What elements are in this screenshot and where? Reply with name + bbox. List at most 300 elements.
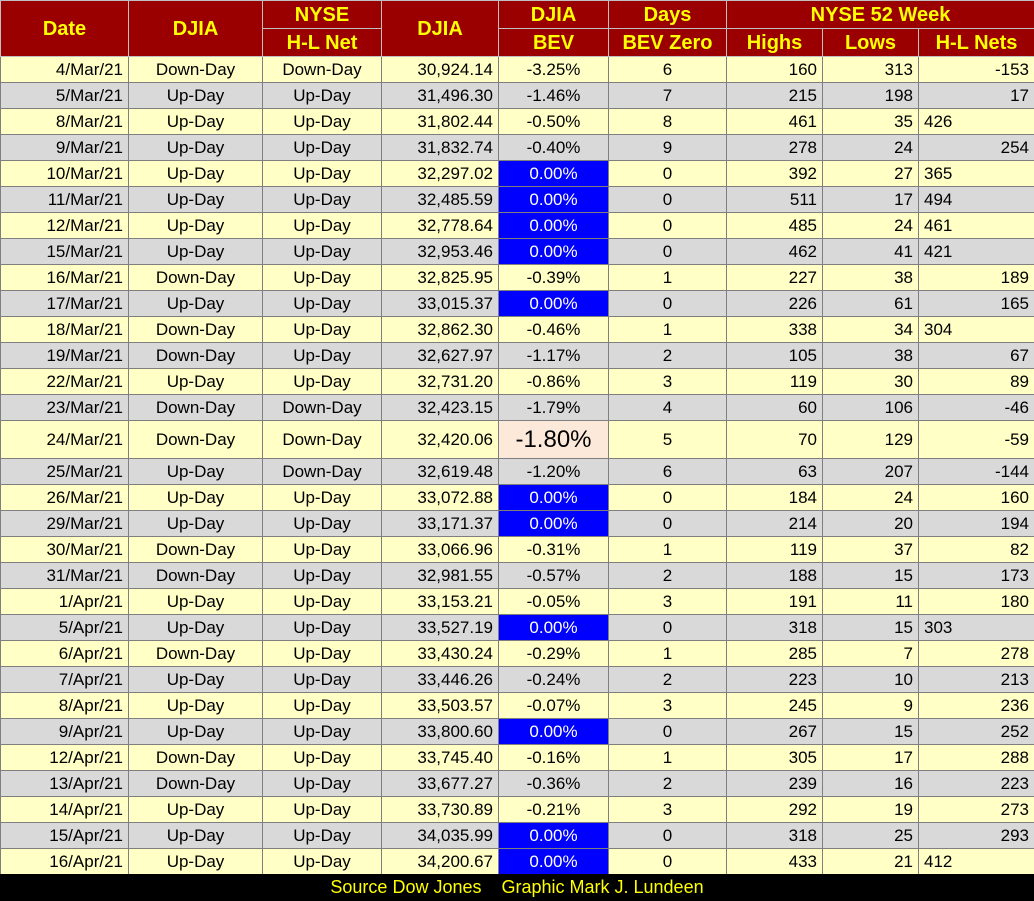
cell-highs: 461 [727, 109, 823, 135]
cell-lows: 106 [823, 395, 919, 421]
cell-bev: 0.00% [499, 187, 609, 213]
cell-days-bev-zero: 1 [609, 745, 727, 771]
cell-bev: -0.05% [499, 589, 609, 615]
cell-date: 26/Mar/21 [1, 485, 129, 511]
cell-djia-direction: Up-Day [129, 693, 263, 719]
table-row [1, 719, 1034, 745]
cell-djia-direction: Up-Day [129, 291, 263, 317]
cell-djia-value: 33,800.60 [382, 719, 499, 745]
table-row [1, 797, 1034, 823]
cell-lows: 34 [823, 317, 919, 343]
table-row [1, 771, 1034, 797]
cell-bev: -0.21% [499, 797, 609, 823]
cell-highs: 184 [727, 485, 823, 511]
cell-djia-direction: Up-Day [129, 797, 263, 823]
cell-hl-nets: 236 [919, 693, 1034, 719]
table-row [1, 537, 1034, 563]
cell-lows: 41 [823, 239, 919, 265]
cell-highs: 214 [727, 511, 823, 537]
cell-nyse-direction: Up-Day [263, 109, 382, 135]
cell-nyse-direction: Up-Day [263, 135, 382, 161]
cell-djia-value: 32,423.15 [382, 395, 499, 421]
table-row [1, 421, 1034, 459]
cell-djia-value: 31,496.30 [382, 83, 499, 109]
table-row [1, 343, 1034, 369]
cell-djia-direction: Down-Day [129, 57, 263, 83]
cell-lows: 30 [823, 369, 919, 395]
cell-highs: 485 [727, 213, 823, 239]
cell-djia-direction: Up-Day [129, 615, 263, 641]
table-row [1, 589, 1034, 615]
cell-lows: 38 [823, 265, 919, 291]
cell-days-bev-zero: 0 [609, 213, 727, 239]
cell-hl-nets: 17 [919, 83, 1034, 109]
cell-lows: 10 [823, 667, 919, 693]
cell-lows: 129 [823, 421, 919, 459]
cell-nyse-direction: Down-Day [263, 395, 382, 421]
cell-days-bev-zero: 0 [609, 291, 727, 317]
cell-bev: -1.17% [499, 343, 609, 369]
cell-highs: 318 [727, 823, 823, 849]
header-nyse-line1: NYSE [263, 1, 382, 29]
cell-lows: 24 [823, 485, 919, 511]
cell-djia-direction: Down-Day [129, 745, 263, 771]
cell-lows: 38 [823, 343, 919, 369]
cell-date: 1/Apr/21 [1, 589, 129, 615]
cell-hl-nets: -59 [919, 421, 1034, 459]
footer-credits [0, 874, 1034, 901]
cell-nyse-direction: Up-Day [263, 485, 382, 511]
cell-lows: 15 [823, 563, 919, 589]
cell-hl-nets: 223 [919, 771, 1034, 797]
cell-nyse-direction: Up-Day [263, 589, 382, 615]
cell-date: 16/Mar/21 [1, 265, 129, 291]
cell-hl-nets: 173 [919, 563, 1034, 589]
cell-date: 18/Mar/21 [1, 317, 129, 343]
cell-bev: -1.80% [499, 421, 609, 459]
table-row [1, 369, 1034, 395]
cell-djia-direction: Down-Day [129, 641, 263, 667]
cell-highs: 318 [727, 615, 823, 641]
cell-lows: 19 [823, 797, 919, 823]
table-row [1, 239, 1034, 265]
cell-days-bev-zero: 4 [609, 395, 727, 421]
cell-hl-nets: 89 [919, 369, 1034, 395]
header-days-line1: Days [609, 1, 727, 29]
cell-lows: 15 [823, 615, 919, 641]
cell-nyse-direction: Up-Day [263, 719, 382, 745]
header-bev-line1: DJIA [499, 1, 609, 29]
cell-highs: 223 [727, 667, 823, 693]
cell-djia-value: 33,171.37 [382, 511, 499, 537]
cell-djia-direction: Up-Day [129, 485, 263, 511]
cell-hl-nets: 189 [919, 265, 1034, 291]
cell-bev: 0.00% [499, 291, 609, 317]
cell-djia-direction: Up-Day [129, 83, 263, 109]
cell-nyse-direction: Down-Day [263, 459, 382, 485]
cell-lows: 7 [823, 641, 919, 667]
cell-date: 15/Apr/21 [1, 823, 129, 849]
table-row [1, 511, 1034, 537]
cell-djia-direction: Up-Day [129, 823, 263, 849]
cell-nyse-direction: Up-Day [263, 693, 382, 719]
cell-nyse-direction: Up-Day [263, 291, 382, 317]
cell-date: 22/Mar/21 [1, 369, 129, 395]
cell-hl-nets: 82 [919, 537, 1034, 563]
cell-date: 6/Apr/21 [1, 641, 129, 667]
header-date: Date [1, 1, 129, 57]
cell-hl-nets: 278 [919, 641, 1034, 667]
cell-nyse-direction: Up-Day [263, 641, 382, 667]
cell-days-bev-zero: 2 [609, 563, 727, 589]
cell-days-bev-zero: 2 [609, 343, 727, 369]
cell-days-bev-zero: 2 [609, 771, 727, 797]
cell-lows: 17 [823, 745, 919, 771]
cell-date: 12/Mar/21 [1, 213, 129, 239]
table-row [1, 615, 1034, 641]
header-lows: Lows [823, 29, 919, 57]
cell-bev: -0.29% [499, 641, 609, 667]
cell-bev: -0.36% [499, 771, 609, 797]
cell-highs: 227 [727, 265, 823, 291]
cell-bev: -0.31% [499, 537, 609, 563]
cell-highs: 462 [727, 239, 823, 265]
cell-djia-value: 31,802.44 [382, 109, 499, 135]
header-52-week: NYSE 52 Week [727, 1, 1034, 29]
cell-hl-nets: -144 [919, 459, 1034, 485]
cell-bev: -0.16% [499, 745, 609, 771]
cell-bev: -0.07% [499, 693, 609, 719]
table-row [1, 135, 1034, 161]
table-row [1, 395, 1034, 421]
cell-nyse-direction: Up-Day [263, 317, 382, 343]
cell-lows: 20 [823, 511, 919, 537]
cell-djia-value: 33,677.27 [382, 771, 499, 797]
table-row [1, 823, 1034, 849]
cell-nyse-direction: Up-Day [263, 343, 382, 369]
cell-days-bev-zero: 6 [609, 459, 727, 485]
cell-lows: 9 [823, 693, 919, 719]
cell-highs: 267 [727, 719, 823, 745]
cell-lows: 198 [823, 83, 919, 109]
cell-djia-value: 33,430.24 [382, 641, 499, 667]
table-body [1, 57, 1034, 875]
cell-djia-value: 33,527.19 [382, 615, 499, 641]
cell-hl-nets: 421 [919, 239, 1034, 265]
cell-date: 5/Mar/21 [1, 83, 129, 109]
cell-bev: 0.00% [499, 615, 609, 641]
cell-days-bev-zero: 1 [609, 537, 727, 563]
cell-djia-direction: Up-Day [129, 459, 263, 485]
cell-days-bev-zero: 0 [609, 187, 727, 213]
cell-lows: 11 [823, 589, 919, 615]
cell-hl-nets: 304 [919, 317, 1034, 343]
cell-nyse-direction: Up-Day [263, 537, 382, 563]
cell-djia-direction: Down-Day [129, 771, 263, 797]
cell-hl-nets: -46 [919, 395, 1034, 421]
cell-highs: 60 [727, 395, 823, 421]
cell-djia-value: 32,731.20 [382, 369, 499, 395]
cell-djia-direction: Down-Day [129, 317, 263, 343]
cell-djia-value: 34,200.67 [382, 849, 499, 875]
cell-date: 25/Mar/21 [1, 459, 129, 485]
cell-djia-direction: Up-Day [129, 161, 263, 187]
cell-djia-value: 31,832.74 [382, 135, 499, 161]
cell-djia-value: 33,730.89 [382, 797, 499, 823]
table-row [1, 109, 1034, 135]
cell-lows: 17 [823, 187, 919, 213]
cell-highs: 433 [727, 849, 823, 875]
cell-date: 19/Mar/21 [1, 343, 129, 369]
cell-nyse-direction: Up-Day [263, 239, 382, 265]
cell-days-bev-zero: 1 [609, 317, 727, 343]
cell-highs: 285 [727, 641, 823, 667]
cell-djia-direction: Down-Day [129, 537, 263, 563]
cell-djia-direction: Down-Day [129, 563, 263, 589]
cell-hl-nets: 303 [919, 615, 1034, 641]
cell-date: 14/Apr/21 [1, 797, 129, 823]
cell-hl-nets: 273 [919, 797, 1034, 823]
cell-djia-value: 34,035.99 [382, 823, 499, 849]
cell-highs: 63 [727, 459, 823, 485]
footer-source: Source Dow Jones [330, 877, 482, 897]
cell-bev: 0.00% [499, 485, 609, 511]
cell-nyse-direction: Down-Day [263, 421, 382, 459]
cell-djia-value: 33,066.96 [382, 537, 499, 563]
cell-bev: 0.00% [499, 161, 609, 187]
cell-nyse-direction: Up-Day [263, 213, 382, 239]
cell-bev: 0.00% [499, 719, 609, 745]
cell-days-bev-zero: 0 [609, 511, 727, 537]
cell-lows: 24 [823, 135, 919, 161]
cell-bev: -0.46% [499, 317, 609, 343]
cell-djia-direction: Up-Day [129, 213, 263, 239]
cell-highs: 215 [727, 83, 823, 109]
cell-date: 12/Apr/21 [1, 745, 129, 771]
cell-highs: 292 [727, 797, 823, 823]
cell-highs: 188 [727, 563, 823, 589]
table-row [1, 83, 1034, 109]
cell-hl-nets: 213 [919, 667, 1034, 693]
cell-highs: 305 [727, 745, 823, 771]
cell-days-bev-zero: 0 [609, 615, 727, 641]
header-nyse-line2: H-L Net [263, 29, 382, 57]
cell-hl-nets: 365 [919, 161, 1034, 187]
header-bev-line2: BEV [499, 29, 609, 57]
cell-nyse-direction: Up-Day [263, 823, 382, 849]
cell-lows: 207 [823, 459, 919, 485]
cell-hl-nets: 254 [919, 135, 1034, 161]
table-row [1, 563, 1034, 589]
cell-date: 8/Apr/21 [1, 693, 129, 719]
cell-date: 5/Apr/21 [1, 615, 129, 641]
cell-date: 13/Apr/21 [1, 771, 129, 797]
cell-bev: -0.40% [499, 135, 609, 161]
cell-lows: 313 [823, 57, 919, 83]
cell-djia-value: 30,924.14 [382, 57, 499, 83]
header-highs: Highs [727, 29, 823, 57]
cell-date: 9/Apr/21 [1, 719, 129, 745]
cell-nyse-direction: Up-Day [263, 667, 382, 693]
cell-days-bev-zero: 6 [609, 57, 727, 83]
cell-date: 4/Mar/21 [1, 57, 129, 83]
cell-djia-direction: Up-Day [129, 187, 263, 213]
cell-djia-direction: Down-Day [129, 395, 263, 421]
cell-days-bev-zero: 3 [609, 797, 727, 823]
cell-days-bev-zero: 7 [609, 83, 727, 109]
cell-days-bev-zero: 5 [609, 421, 727, 459]
cell-djia-direction: Down-Day [129, 421, 263, 459]
cell-hl-nets: 194 [919, 511, 1034, 537]
cell-highs: 119 [727, 537, 823, 563]
cell-days-bev-zero: 1 [609, 641, 727, 667]
table-row [1, 161, 1034, 187]
cell-bev: -1.46% [499, 83, 609, 109]
cell-lows: 16 [823, 771, 919, 797]
cell-highs: 105 [727, 343, 823, 369]
cell-nyse-direction: Up-Day [263, 615, 382, 641]
cell-djia-value: 33,745.40 [382, 745, 499, 771]
cell-bev: -0.86% [499, 369, 609, 395]
cell-lows: 37 [823, 537, 919, 563]
cell-highs: 191 [727, 589, 823, 615]
cell-nyse-direction: Up-Day [263, 511, 382, 537]
cell-djia-value: 32,862.30 [382, 317, 499, 343]
cell-highs: 338 [727, 317, 823, 343]
cell-days-bev-zero: 1 [609, 265, 727, 291]
cell-nyse-direction: Up-Day [263, 771, 382, 797]
cell-date: 9/Mar/21 [1, 135, 129, 161]
cell-nyse-direction: Up-Day [263, 187, 382, 213]
cell-highs: 119 [727, 369, 823, 395]
cell-days-bev-zero: 2 [609, 667, 727, 693]
cell-date: 15/Mar/21 [1, 239, 129, 265]
cell-lows: 24 [823, 213, 919, 239]
cell-djia-value: 32,627.97 [382, 343, 499, 369]
cell-bev: 0.00% [499, 849, 609, 875]
table-row [1, 213, 1034, 239]
cell-djia-direction: Down-Day [129, 265, 263, 291]
cell-hl-nets: 293 [919, 823, 1034, 849]
cell-days-bev-zero: 0 [609, 239, 727, 265]
cell-djia-direction: Up-Day [129, 589, 263, 615]
footer-credit: Graphic Mark J. Lundeen [501, 877, 704, 897]
cell-bev: -1.20% [499, 459, 609, 485]
cell-hl-nets: 412 [919, 849, 1034, 875]
cell-djia-direction: Up-Day [129, 369, 263, 395]
cell-bev: 0.00% [499, 239, 609, 265]
cell-days-bev-zero: 0 [609, 485, 727, 511]
cell-date: 11/Mar/21 [1, 187, 129, 213]
cell-nyse-direction: Up-Day [263, 161, 382, 187]
cell-bev: 0.00% [499, 213, 609, 239]
cell-days-bev-zero: 0 [609, 849, 727, 875]
cell-djia-direction: Up-Day [129, 667, 263, 693]
cell-lows: 35 [823, 109, 919, 135]
cell-lows: 15 [823, 719, 919, 745]
cell-highs: 392 [727, 161, 823, 187]
cell-nyse-direction: Up-Day [263, 369, 382, 395]
cell-hl-nets: -153 [919, 57, 1034, 83]
cell-date: 10/Mar/21 [1, 161, 129, 187]
cell-days-bev-zero: 3 [609, 369, 727, 395]
cell-date: 7/Apr/21 [1, 667, 129, 693]
cell-date: 8/Mar/21 [1, 109, 129, 135]
cell-date: 17/Mar/21 [1, 291, 129, 317]
cell-djia-value: 32,619.48 [382, 459, 499, 485]
cell-highs: 245 [727, 693, 823, 719]
header-nets: H-L Nets [919, 29, 1034, 57]
cell-djia-value: 33,153.21 [382, 589, 499, 615]
header-days-line2: BEV Zero [609, 29, 727, 57]
cell-date: 24/Mar/21 [1, 421, 129, 459]
cell-djia-value: 32,420.06 [382, 421, 499, 459]
cell-djia-value: 33,015.37 [382, 291, 499, 317]
cell-hl-nets: 461 [919, 213, 1034, 239]
table-row [1, 693, 1034, 719]
cell-hl-nets: 67 [919, 343, 1034, 369]
cell-djia-direction: Down-Day [129, 343, 263, 369]
cell-days-bev-zero: 0 [609, 823, 727, 849]
cell-days-bev-zero: 3 [609, 589, 727, 615]
cell-hl-nets: 160 [919, 485, 1034, 511]
cell-lows: 27 [823, 161, 919, 187]
cell-days-bev-zero: 0 [609, 719, 727, 745]
cell-lows: 21 [823, 849, 919, 875]
cell-nyse-direction: Up-Day [263, 797, 382, 823]
cell-highs: 70 [727, 421, 823, 459]
cell-nyse-direction: Up-Day [263, 563, 382, 589]
cell-djia-direction: Up-Day [129, 135, 263, 161]
cell-nyse-direction: Down-Day [263, 57, 382, 83]
table-row [1, 187, 1034, 213]
cell-bev: -0.50% [499, 109, 609, 135]
cell-bev: 0.00% [499, 823, 609, 849]
table-row [1, 291, 1034, 317]
cell-highs: 160 [727, 57, 823, 83]
cell-bev: -0.24% [499, 667, 609, 693]
cell-days-bev-zero: 8 [609, 109, 727, 135]
cell-djia-value: 33,503.57 [382, 693, 499, 719]
table-row [1, 459, 1034, 485]
cell-hl-nets: 288 [919, 745, 1034, 771]
cell-djia-value: 32,825.95 [382, 265, 499, 291]
cell-date: 23/Mar/21 [1, 395, 129, 421]
table-row [1, 57, 1034, 83]
table-row [1, 641, 1034, 667]
cell-bev: 0.00% [499, 511, 609, 537]
table-row [1, 265, 1034, 291]
cell-bev: -1.79% [499, 395, 609, 421]
cell-lows: 25 [823, 823, 919, 849]
cell-date: 31/Mar/21 [1, 563, 129, 589]
cell-hl-nets: 494 [919, 187, 1034, 213]
header-djia: DJIA [129, 1, 263, 57]
cell-hl-nets: 252 [919, 719, 1034, 745]
table-row [1, 485, 1034, 511]
cell-days-bev-zero: 3 [609, 693, 727, 719]
cell-highs: 511 [727, 187, 823, 213]
cell-hl-nets: 165 [919, 291, 1034, 317]
cell-djia-direction: Up-Day [129, 719, 263, 745]
cell-bev: -0.39% [499, 265, 609, 291]
cell-highs: 226 [727, 291, 823, 317]
cell-date: 29/Mar/21 [1, 511, 129, 537]
cell-highs: 278 [727, 135, 823, 161]
table-header [1, 1, 1034, 57]
cell-djia-direction: Up-Day [129, 849, 263, 875]
cell-djia-value: 33,072.88 [382, 485, 499, 511]
